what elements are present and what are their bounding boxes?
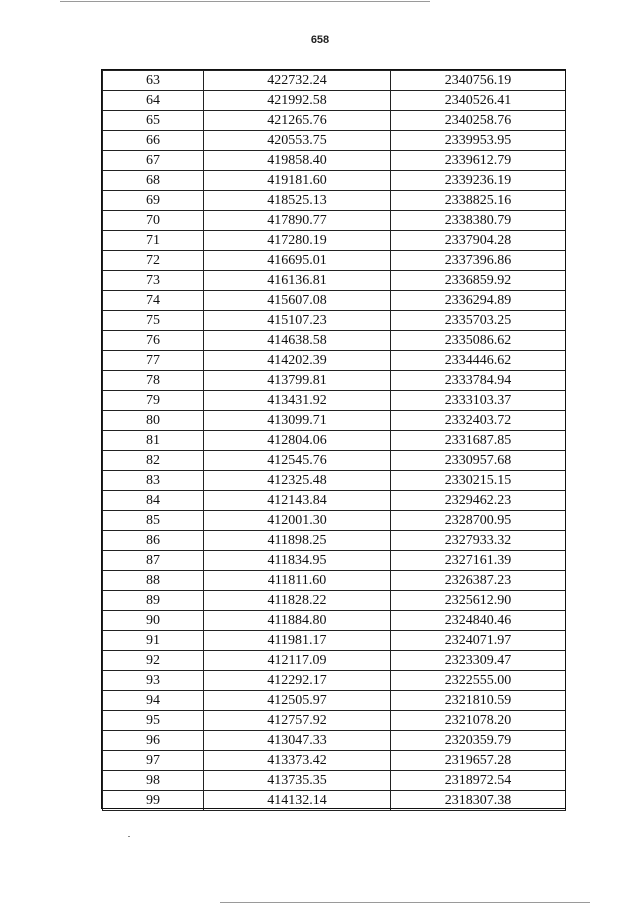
x-coordinate-cell: 412804.06: [204, 431, 391, 451]
point-number-cell: 87: [103, 551, 204, 571]
table-row: [103, 151, 566, 171]
y-coordinate-cell: 2319657.28: [391, 751, 566, 771]
x-coordinate-cell: 414202.39: [204, 351, 391, 371]
point-number-cell: 93: [103, 671, 204, 691]
x-coordinate-cell: 411834.95: [204, 551, 391, 571]
point-number-cell: 83: [103, 471, 204, 491]
x-coordinate-cell: 413799.81: [204, 371, 391, 391]
y-coordinate-cell: 2318307.38: [391, 791, 566, 811]
table-row: [103, 511, 566, 531]
x-coordinate-cell: 420553.75: [204, 131, 391, 151]
table-row: [103, 71, 566, 91]
x-coordinate-cell: 412001.30: [204, 511, 391, 531]
point-number-cell: 81: [103, 431, 204, 451]
x-coordinate-cell: 413047.33: [204, 731, 391, 751]
table-row: [103, 271, 566, 291]
x-coordinate-cell: 411898.25: [204, 531, 391, 551]
point-number-cell: 88: [103, 571, 204, 591]
table-row: [103, 771, 566, 791]
y-coordinate-cell: 2330957.68: [391, 451, 566, 471]
point-number-cell: 71: [103, 231, 204, 251]
point-number-cell: 76: [103, 331, 204, 351]
y-coordinate-cell: 2336859.92: [391, 271, 566, 291]
y-coordinate-cell: 2324071.97: [391, 631, 566, 651]
y-coordinate-cell: 2340526.41: [391, 91, 566, 111]
y-coordinate-cell: 2338380.79: [391, 211, 566, 231]
x-coordinate-cell: 411811.60: [204, 571, 391, 591]
x-coordinate-cell: 412292.17: [204, 671, 391, 691]
table-row: [103, 391, 566, 411]
table-row: [103, 791, 566, 811]
y-coordinate-cell: 2327933.32: [391, 531, 566, 551]
point-number-cell: 68: [103, 171, 204, 191]
x-coordinate-cell: 412143.84: [204, 491, 391, 511]
point-number-cell: 90: [103, 611, 204, 631]
point-number-cell: 86: [103, 531, 204, 551]
page-number: 658: [310, 34, 330, 46]
table-row: [103, 311, 566, 331]
point-number-cell: 74: [103, 291, 204, 311]
x-coordinate-cell: 422732.24: [204, 71, 391, 91]
y-coordinate-cell: 2320359.79: [391, 731, 566, 751]
y-coordinate-cell: 2332403.72: [391, 411, 566, 431]
y-coordinate-cell: 2318972.54: [391, 771, 566, 791]
point-number-cell: 75: [103, 311, 204, 331]
point-number-cell: 80: [103, 411, 204, 431]
y-coordinate-cell: 2328700.95: [391, 511, 566, 531]
point-number-cell: 91: [103, 631, 204, 651]
x-coordinate-cell: 416695.01: [204, 251, 391, 271]
x-coordinate-cell: 419858.40: [204, 151, 391, 171]
point-number-cell: 97: [103, 751, 204, 771]
y-coordinate-cell: 2340756.19: [391, 71, 566, 91]
table-row: [103, 291, 566, 311]
table-row: [103, 711, 566, 731]
point-number-cell: 85: [103, 511, 204, 531]
table-row: [103, 491, 566, 511]
y-coordinate-cell: 2339953.95: [391, 131, 566, 151]
x-coordinate-cell: 415107.23: [204, 311, 391, 331]
x-coordinate-cell: 416136.81: [204, 271, 391, 291]
x-coordinate-cell: 413099.71: [204, 411, 391, 431]
x-coordinate-cell: 414638.58: [204, 331, 391, 351]
y-coordinate-cell: 2321810.59: [391, 691, 566, 711]
table-row: [103, 631, 566, 651]
point-number-cell: 98: [103, 771, 204, 791]
table-row: [103, 211, 566, 231]
point-number-cell: 73: [103, 271, 204, 291]
y-coordinate-cell: 2331687.85: [391, 431, 566, 451]
table-row: [103, 111, 566, 131]
x-coordinate-cell: 411884.80: [204, 611, 391, 631]
y-coordinate-cell: 2322555.00: [391, 671, 566, 691]
point-number-cell: 96: [103, 731, 204, 751]
table-row: [103, 651, 566, 671]
point-number-cell: 67: [103, 151, 204, 171]
y-coordinate-cell: 2334446.62: [391, 351, 566, 371]
point-number-cell: 99: [103, 791, 204, 811]
y-coordinate-cell: 2339236.19: [391, 171, 566, 191]
point-number-cell: 92: [103, 651, 204, 671]
table-row: [103, 611, 566, 631]
table-row: [103, 751, 566, 771]
point-number-cell: 95: [103, 711, 204, 731]
table-row: [103, 451, 566, 471]
coordinate-table-body: [103, 71, 566, 811]
y-coordinate-cell: 2338825.16: [391, 191, 566, 211]
table-row: [103, 531, 566, 551]
table-row: [103, 731, 566, 751]
x-coordinate-cell: 421992.58: [204, 91, 391, 111]
x-coordinate-cell: 412117.09: [204, 651, 391, 671]
point-number-cell: 78: [103, 371, 204, 391]
x-coordinate-cell: 412545.76: [204, 451, 391, 471]
x-coordinate-cell: 419181.60: [204, 171, 391, 191]
y-coordinate-cell: 2325612.90: [391, 591, 566, 611]
table-row: [103, 431, 566, 451]
table-row: [103, 91, 566, 111]
table-row: [103, 591, 566, 611]
point-number-cell: 64: [103, 91, 204, 111]
y-coordinate-cell: 2335703.25: [391, 311, 566, 331]
x-coordinate-cell: 417890.77: [204, 211, 391, 231]
point-number-cell: 77: [103, 351, 204, 371]
coordinate-table: [102, 70, 566, 811]
point-number-cell: 65: [103, 111, 204, 131]
table-row: [103, 131, 566, 151]
scan-speck: [128, 836, 130, 837]
point-number-cell: 79: [103, 391, 204, 411]
y-coordinate-cell: 2324840.46: [391, 611, 566, 631]
y-coordinate-cell: 2340258.76: [391, 111, 566, 131]
y-coordinate-cell: 2321078.20: [391, 711, 566, 731]
point-number-cell: 69: [103, 191, 204, 211]
y-coordinate-cell: 2337904.28: [391, 231, 566, 251]
x-coordinate-cell: 412325.48: [204, 471, 391, 491]
table-row: [103, 351, 566, 371]
table-row: [103, 331, 566, 351]
x-coordinate-cell: 415607.08: [204, 291, 391, 311]
y-coordinate-cell: 2323309.47: [391, 651, 566, 671]
x-coordinate-cell: 413735.35: [204, 771, 391, 791]
point-number-cell: 72: [103, 251, 204, 271]
table-row: [103, 191, 566, 211]
x-coordinate-cell: 413431.92: [204, 391, 391, 411]
table-row: [103, 251, 566, 271]
point-number-cell: 70: [103, 211, 204, 231]
table-row: [103, 571, 566, 591]
table-row: [103, 171, 566, 191]
x-coordinate-cell: 417280.19: [204, 231, 391, 251]
table-row: [103, 471, 566, 491]
y-coordinate-cell: 2336294.89: [391, 291, 566, 311]
table-row: [103, 551, 566, 571]
table-row: [103, 691, 566, 711]
y-coordinate-cell: 2333784.94: [391, 371, 566, 391]
bottom-scan-rule: [220, 902, 590, 903]
point-number-cell: 82: [103, 451, 204, 471]
x-coordinate-cell: 421265.76: [204, 111, 391, 131]
x-coordinate-cell: 411981.17: [204, 631, 391, 651]
point-number-cell: 94: [103, 691, 204, 711]
table-row: [103, 411, 566, 431]
table-row: [103, 231, 566, 251]
y-coordinate-cell: 2335086.62: [391, 331, 566, 351]
table-row: [103, 371, 566, 391]
y-coordinate-cell: 2339612.79: [391, 151, 566, 171]
y-coordinate-cell: 2330215.15: [391, 471, 566, 491]
y-coordinate-cell: 2326387.23: [391, 571, 566, 591]
y-coordinate-cell: 2337396.86: [391, 251, 566, 271]
y-coordinate-cell: 2333103.37: [391, 391, 566, 411]
top-scan-rule: [60, 1, 430, 2]
y-coordinate-cell: 2327161.39: [391, 551, 566, 571]
x-coordinate-cell: 412505.97: [204, 691, 391, 711]
point-number-cell: 63: [103, 71, 204, 91]
x-coordinate-cell: 413373.42: [204, 751, 391, 771]
table-row: [103, 671, 566, 691]
x-coordinate-cell: 418525.13: [204, 191, 391, 211]
y-coordinate-cell: 2329462.23: [391, 491, 566, 511]
point-number-cell: 66: [103, 131, 204, 151]
x-coordinate-cell: 412757.92: [204, 711, 391, 731]
x-coordinate-cell: 411828.22: [204, 591, 391, 611]
point-number-cell: 89: [103, 591, 204, 611]
point-number-cell: 84: [103, 491, 204, 511]
x-coordinate-cell: 414132.14: [204, 791, 391, 811]
